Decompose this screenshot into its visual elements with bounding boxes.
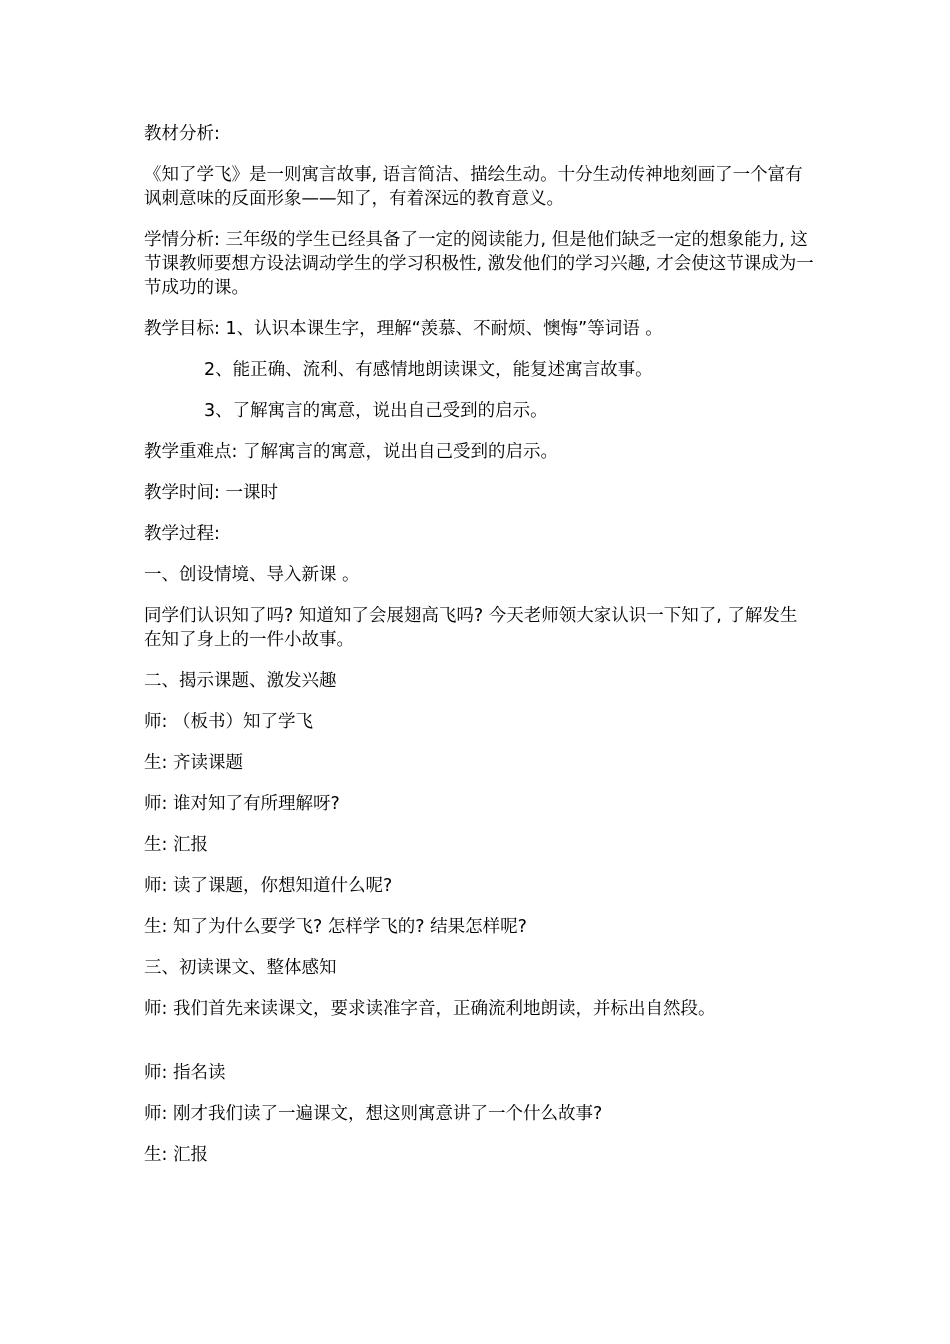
step-2-heading: 二、揭示课题、激发兴趣: [144, 671, 337, 691]
document-page: [144, 122, 814, 1184]
step-1-body: 同学们认识知了吗? 知道知了会展翅高飞吗? 今天老师领大家认识一下知了, 了解发生在知了身上的一件小故事。: [144, 606, 798, 650]
teaching-goal-1: 教学目标: 1、认识本课生字，理解“羡慕、不耐烦、懊悔”等词语 。: [144, 319, 663, 339]
analysis-body: 《知了学飞》是一则寓言故事, 语言简洁、描绘生动。十分生动传神地刻画了一个富有讽刺意味的反面形象——知了，有着深远的教育意义。: [144, 165, 803, 209]
student-analysis: 学情分析: 三年级的学生已经具备了一定的阅读能力, 但是他们缺乏一定的想象能力, 这节课教师要想方设法调动学生的学习积极性, 激发他们的学习兴趣, 才会使这节课成为一节成功的课。: [144, 230, 814, 298]
key-points: 教学重难点: 了解寓言的寓意，说出自己受到的启示。: [144, 442, 558, 462]
step-1-heading: 一、创设情境、导入新课 。: [144, 565, 360, 585]
dialogue-line: 生: 汇报: [144, 1145, 208, 1165]
step-3-heading: 三、初读课文、整体感知: [144, 958, 337, 978]
teaching-goal-3: 3、了解寓言的寓意，说出自己受到的启示。: [204, 401, 548, 421]
dialogue-line: 师: 指名读: [144, 1063, 226, 1083]
dialogue-line: 师: 谁对知了有所理解呀?: [144, 794, 340, 814]
dialogue-line: 师: 刚才我们读了一遍课文，想这则寓意讲了一个什么故事?: [144, 1104, 603, 1124]
dialogue-line: 生: 汇报: [144, 835, 208, 855]
dialogue-line: 师: （板书）知了学飞: [144, 712, 313, 732]
dialogue-line: 师: 我们首先来读课文，要求读准字音，正确流利地朗读，并标出自然段。: [144, 999, 716, 1019]
dialogue-line: 生: 知了为什么要学飞? 怎样学飞的? 结果怎样呢?: [144, 917, 527, 937]
dialogue-line: 师: 读了课题，你想知道什么呢?: [144, 876, 393, 896]
teaching-time: 教学时间: 一课时: [144, 483, 278, 503]
teaching-goal-2: 2、能正确、流利、有感情地朗读课文，能复述寓言故事。: [204, 360, 653, 380]
dialogue-line: 生: 齐读课题: [144, 753, 243, 773]
analysis-heading: 教材分析:: [144, 124, 220, 144]
teaching-process-heading: 教学过程:: [144, 524, 220, 544]
